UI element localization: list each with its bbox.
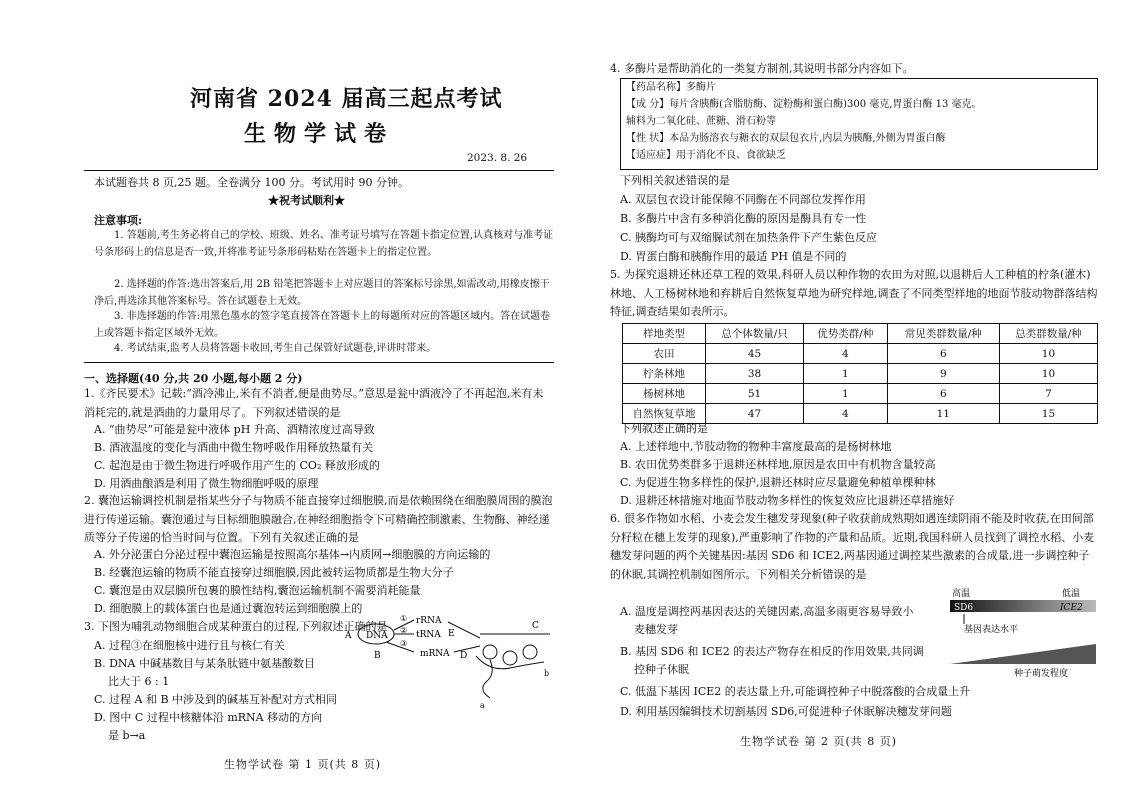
table-cell: 7 [999,384,1097,404]
table-cell: 9 [887,364,999,384]
fig-ice2: ICE2 [1060,603,1083,613]
ribosome-1 [483,645,497,659]
fig-label-lower-b: b [544,669,550,678]
q6-figure [950,586,1100,678]
q6-option-d: D. 利用基因编辑技术切割基因 SD6,可促进种子休眠解决穗发芽问题 [620,705,952,718]
table-cell: 38 [706,364,804,384]
note-4: 4. 考试结束,监考人员将答题卡收回,考生自己保管好试题卷,评讲时带来。 [114,343,437,354]
q5-option-b: B. 农田优势类群多于退耕还林样地,原因是农田中有机物含量较高 [620,458,936,471]
q6-option-c: C. 低温下基因 ICE2 的表达量上升,可能调控种子中脱落酸的合成量上升 [620,685,971,698]
table-header: 常见类群数量/种 [887,324,999,344]
fig-label-b: B [374,651,381,661]
fig-germination-label: 种子萌发程度 [1014,669,1069,678]
table-cell: 10 [999,344,1097,364]
exam-date: 2023. 8. 26 [467,152,528,164]
exam-title: 河南省 2024 届高三起点考试 [190,86,503,112]
q4-option-a: A. 双层包衣设计能保障不同酶在不同部位发挥作用 [620,193,866,206]
q1-option-c: C. 起泡是由于微生物进行呼吸作用产生的 CO₂ 释放形成的 [94,459,380,472]
q1-option-d: D. 用酒曲酿酒是利用了微生物细胞呼吸的原理 [94,477,319,490]
fig-high-temp: 高温 [952,589,971,599]
notes-heading: 注意事项: [94,214,143,227]
q4-question: 下列相关叙述错误的是 [620,174,730,187]
q2-option-c: C. 囊泡是由双层膜所包裹的膜性结构,囊泡运输机制不需要消耗能量 [94,584,421,597]
q3-figure [340,612,554,712]
table-header-row [623,324,1098,344]
q3-option-d-line1: D. 图中 C 过程中核糖体沿 mRNA 移动的方向 [94,711,323,724]
table-cell: 杨树林地 [623,384,706,404]
fig-low-temp: 低温 [1062,589,1081,599]
table-header: 总类群数量/种 [999,324,1097,344]
table-cell: 柠条林地 [623,364,706,384]
note-1: 1. 答题前,考生务必将自己的学校、班级、姓名、准考证号填写在答题卡指定位置,认真核对与准考证号条形码上的信息是否一致,并将准考证号条形码粘贴在答题卡上的指定位置。 [94,230,554,258]
ribosome-3 [523,645,537,659]
q5-stem: 5. 为探究退耕还林还草工程的效果,科研人员以种作物的农田为对照,以退耕后人工种植的柠条(灌木)林地、人工杨树林地和弃耕后自然恢复草地为研究样地,调查了不同类型样地的地面节肢动物群落结构特征,调查结果如表所示。 [610,268,1098,318]
fig-label-lower-a: a [480,701,485,710]
q5-option-a: A. 上述样地中,节肢动物的物种丰富度最高的是杨树林地 [620,440,892,453]
q4-option-d: D. 胃蛋白酶和胰酶作用的最适 PH 值是不同的 [620,250,847,263]
table-header: 优势类群/种 [804,324,888,344]
table-cell: 4 [804,404,888,424]
q5-table [622,323,1098,424]
q4-label-line1: 【药品名称】多酶片 [626,82,716,93]
table-cell: 农田 [623,344,706,364]
q3-stem: 3. 下图为哺乳动物细胞合成某种蛋白的过程,下列叙述正确的是 [84,620,388,633]
table-cell: 11 [887,404,999,424]
footer-left: 生物学试卷 第 1 页(共 8 页) [224,758,382,771]
table-cell: 6 [887,384,999,404]
table-cell: 4 [804,344,888,364]
q2-option-d: D. 细胞膜上的载体蛋白也是通过囊泡转运到细胞膜上的 [94,602,363,615]
fig-label-a: A [345,631,352,641]
q2-option-b: B. 经囊泡运输的物质不能直接穿过细胞膜,因此被转运物质都是生物大分子 [94,566,454,579]
fig-n1: ① [400,614,408,623]
q6-option-a-line2: 麦穗发芽 [634,623,678,636]
table-cell: 自然恢复草地 [623,404,706,424]
q3-option-b-line2: 比大于 6 : 1 [108,675,170,688]
fig-n2: ② [400,626,408,635]
q4-label-line5: 【适应症】用于消化不良、食欲缺乏 [626,150,786,161]
table-cell: 15 [999,404,1097,424]
note-3: 3. 非选择题的作答:用黑色墨水的签字笔直接答在答题卡上的每题所对应的答题区域内。答在试题卷上或答题卡指定区域外无效。 [94,311,551,339]
table-cell: 51 [706,384,804,404]
q3-option-b-line1: B. DNA 中碱基数目与某条肽链中氨基酸数目 [94,657,315,670]
table-row [623,344,1098,364]
table-row [623,364,1098,384]
q4-label-line2: 【成 分】每片含胰酶(含脂肪酶、淀粉酶和蛋白酶)300 毫克,胃蛋白酶 13 毫克。 [626,99,982,110]
table-cell: 1 [804,364,888,384]
q6-stem: 6. 很多作物如水稻、小麦会发生穗发芽现象(种子收获前成熟期如遇连续阴雨不能及时收获,在田间部分籽粒在穗上发芽的现象),严重影响了作物的产量和品质。近期,我国科研人员找到了调控水稻、小麦穗发芽问题的两个关键基因:基因 SD6 和 ICE2,两基因通过调控某些激素的合成量,进一步调控种子的休眠,其调控机制如图所示。下列相关分析错误的是 [610,512,1095,581]
q3-option-c: C. 过程 A 和 B 中涉及到的碱基互补配对方式相同 [94,693,338,706]
exam-info: 本试题卷共 8 页,25 题。全卷满分 100 分。考试用时 90 分钟。 [94,176,409,189]
notes-rule [84,362,554,363]
q2-option-a: A. 外分泌蛋白分泌过程中囊泡运输是按照高尔基体→内质网→细胞膜的方向运输的 [94,548,491,561]
table-cell: 1 [804,384,888,404]
table-cell: 6 [887,344,999,364]
q4-option-b: B. 多酶片中含有多种消化酶的原因是酶具有专一性 [620,212,867,225]
header-rule [84,170,554,171]
table-row [623,384,1098,404]
table-cell: 47 [706,404,804,424]
q1-stem: 1.《齐民要术》记载:“酒冷沸止,米有不消者,便是曲势尽。”意思是瓮中酒液冷了不再起泡,米有未消耗完的,就是酒曲的力量用尽了。下列叙述错误的是 [84,387,544,419]
q6-option-a-line1: A. 温度是调控两基因表达的关键因素,高温多雨更容易导致小 [620,605,914,618]
q5-option-d: D. 退耕还林措施对地面节肢动物多样性的恢复效应比退耕还草措施好 [620,494,955,507]
q4-label-line4: 【性 状】本品为肠溶衣与糖衣的双层包衣片,内层为胰酶,外侧为胃蛋白酶 [626,133,946,144]
ribosome-2 [503,651,517,665]
footer-right: 生物学试卷 第 2 页(共 8 页) [740,735,898,748]
table-header: 样地类型 [623,324,706,344]
germination-wedge [950,644,1096,664]
fig-label-c: C [532,621,539,631]
exam-subject: 生物学试卷 [244,121,395,147]
q4-label-line3: 辅料为二氧化硅、蔗糖、滑石粉等 [626,116,776,127]
q6-option-b-line1: B. 基因 SD6 和 ICE2 的表达产物存在相反的作用效果,共同调 [620,645,924,658]
fig-mrna: mRNA [420,649,450,659]
q2-stem: 2. 囊泡运输调控机制是指某些分子与物质不能直接穿过细胞膜,而是依赖围绕在细胞膜周围的膜泡进行传递运输。囊泡通过与目标细胞膜融合,在神经细胞指令下可精确控制激素、生物酶、神经递质等分子传递的恰当时间与位置。下列有关叙述正确的是 [84,494,553,544]
q5-question: 下列叙述正确的是 [620,422,708,435]
q1-option-a: A. “曲势尽”可能是瓮中液体 pH 升高、酒精浓度过高导致 [94,423,375,436]
q4-stem: 4. 多酶片是帮助消化的一类复方制剂,其说明书部分内容如下。 [610,62,914,75]
q3-option-d-line2: 是 b→a [108,729,146,742]
fig-label-d: D [460,651,468,661]
q3-option-a: A. 过程③在细胞核中进行且与核仁有关 [94,639,285,652]
table-cell: 10 [999,364,1097,384]
q4-option-c: C. 胰酶均可与双缩脲试剂在加热条件下产生紫色反应 [620,231,878,244]
fig-label-e: E [448,629,455,639]
section-heading: 一、选择题(40 分,共 20 小题,每小题 2 分) [84,372,303,385]
fig-sd6: SD6 [954,603,974,613]
table-header: 总个体数量/只 [706,324,804,344]
fig-rrna: rRNA [416,616,442,626]
fig-trna: tRNA [416,630,441,640]
page-left [84,0,554,794]
q5-option-c: C. 为促进生物多样性的保护,退耕还林时应尽量避免种植单棵种林 [620,476,936,489]
fig-dna: DNA [366,631,388,641]
exam-motto: ★祝考试顺利★ [268,194,345,207]
q6-option-b-line2: 控种子休眠 [634,663,689,676]
q1-option-b: B. 酒液温度的变化与酒曲中微生物呼吸作用释放热量有关 [94,441,374,454]
note-2: 2. 选择题的作答:选出答案后,用 2B 铅笔把答题卡上对应题目的答案标号涂黑,如需改动,用橡皮擦干净后,再选涂其他答案标号。答在试题卷上无效。 [94,279,550,307]
fig-expression-label: 基因表达水平 [964,625,1019,635]
page-right [610,0,1100,794]
fig-n3: ③ [400,639,408,648]
table-cell: 45 [706,344,804,364]
